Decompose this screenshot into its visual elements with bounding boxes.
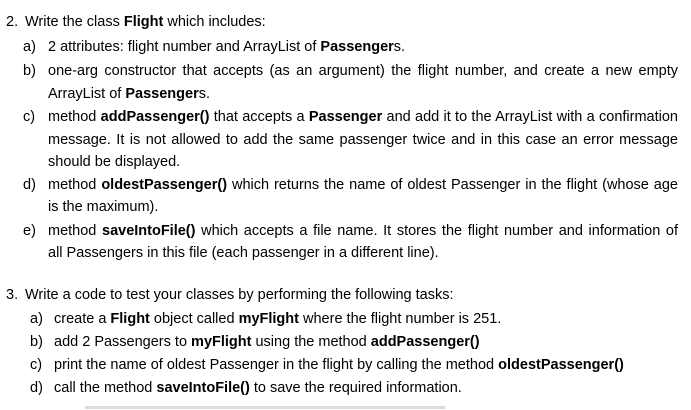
q3-a-text: create a Flight object called myFlight where the flight number is 251. xyxy=(54,311,502,327)
q2-number: 2. xyxy=(6,14,19,30)
q2-heading: Write the class Flight which includes: xyxy=(25,14,266,30)
q2-d-label: d) xyxy=(23,177,36,193)
q3-heading: Write a code to test your classes by performing the following tasks: xyxy=(25,287,454,303)
q3-b-label: b) xyxy=(30,334,43,350)
q2-c-line1: method addPassenger() that accepts a Passenger and add it to the ArrayList with a confirmation xyxy=(48,109,678,125)
q3-d-label: d) xyxy=(30,380,43,396)
q2-b-line1: one-arg constructor that accepts (as an argument) the flight number, and create a new empty xyxy=(48,63,678,79)
q2-a-text: 2 attributes: flight number and ArrayList of Passengers. xyxy=(48,39,406,55)
q2-d-line1: method oldestPassenger() which returns the name of oldest Passenger in the flight (whose age xyxy=(48,177,678,193)
q3-c-text: print the name of oldest Passenger in the flight by calling the method oldestPassenger() xyxy=(54,357,624,373)
q3-b-text: add 2 Passengers to myFlight using the method addPassenger() xyxy=(54,334,480,350)
q2-b-label: b) xyxy=(23,63,36,79)
q2-e-line1: method saveIntoFile() which accepts a file name. It stores the flight number and information of xyxy=(48,223,678,239)
q3-c-label: c) xyxy=(30,357,43,373)
q2-c-line2: message. It is not allowed to add the same passenger twice and in this case an error message xyxy=(48,132,678,148)
q2-e-line2: all Passengers in this file (each passenger in a different line). xyxy=(48,245,439,261)
q3-a-label: a) xyxy=(30,311,43,327)
q3-number: 3. xyxy=(6,287,19,303)
q2-c-label: c) xyxy=(23,109,36,125)
q2-d-line2: is the maximum). xyxy=(48,199,159,215)
q2-b-line2: ArrayList of Passengers. xyxy=(48,86,210,102)
q2-a-label: a) xyxy=(23,39,36,55)
q2-c-line3: should be displayed. xyxy=(48,154,181,170)
q2-e-label: e) xyxy=(23,223,36,239)
q3-d-text: call the method saveIntoFile() to save the required information. xyxy=(54,380,462,396)
cropped-next-line xyxy=(85,402,445,410)
